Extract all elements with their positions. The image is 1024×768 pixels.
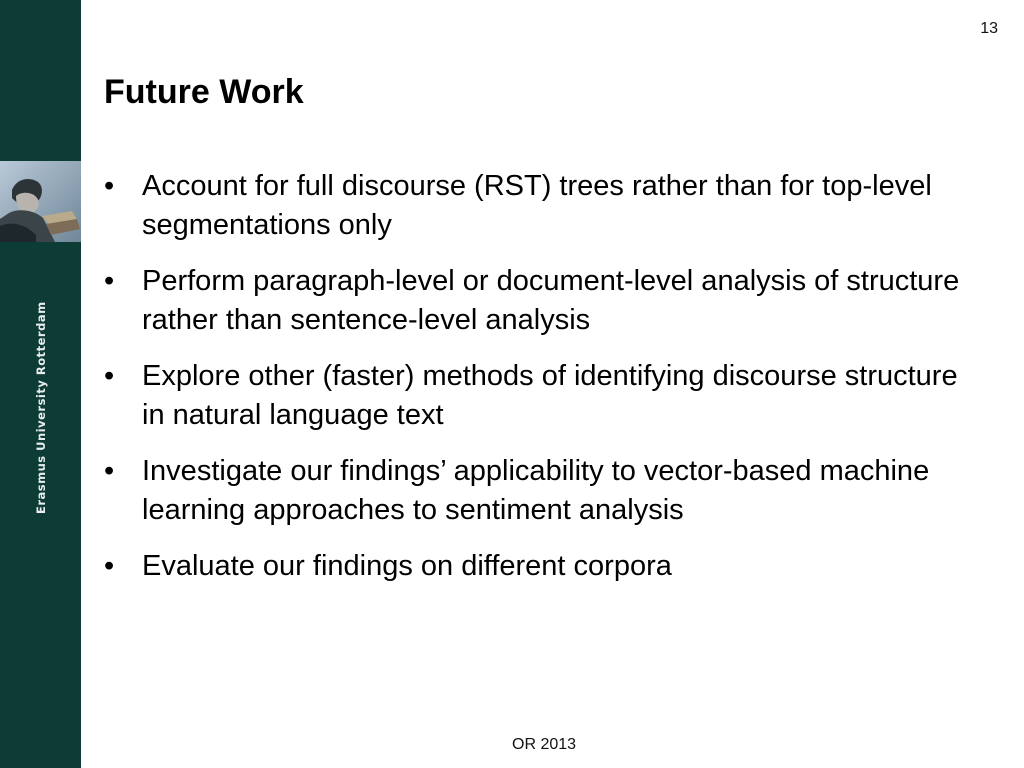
- bullet-text: Account for full discourse (RST) trees rather than for top-level segmentations only: [142, 170, 932, 241]
- bullet-icon: •: [104, 455, 115, 487]
- university-name: Erasmus University Rotterdam: [34, 301, 48, 514]
- future-work-item: [104, 167, 984, 245]
- future-work-item: [104, 262, 984, 340]
- future-work-list: [104, 167, 984, 603]
- slide-title: Future Work: [104, 73, 304, 111]
- bullet-text: Evaluate our findings on different corpora: [142, 550, 672, 582]
- bullet-text: Perform paragraph-level or document-level analysis of structure rather than sentence-level analysis: [142, 265, 960, 336]
- future-work-item: [104, 547, 984, 586]
- footer-label: OR 2013: [512, 736, 577, 753]
- bullet-icon: •: [104, 550, 115, 582]
- bullet-icon: •: [104, 265, 115, 297]
- slide-number: 13: [980, 20, 998, 37]
- bullet-text: Investigate our findings’ applicability to vector-based machine learning approaches to sentiment analysis: [142, 455, 930, 526]
- bullet-icon: •: [104, 170, 115, 202]
- erasmus-portrait-icon: [0, 161, 81, 242]
- future-work-item: [104, 452, 984, 530]
- bullet-text: Explore other (faster) methods of identifying discourse structure in natural language text: [142, 360, 958, 431]
- future-work-item: [104, 357, 984, 435]
- bullet-icon: •: [104, 360, 115, 392]
- university-sidebar: [0, 0, 81, 768]
